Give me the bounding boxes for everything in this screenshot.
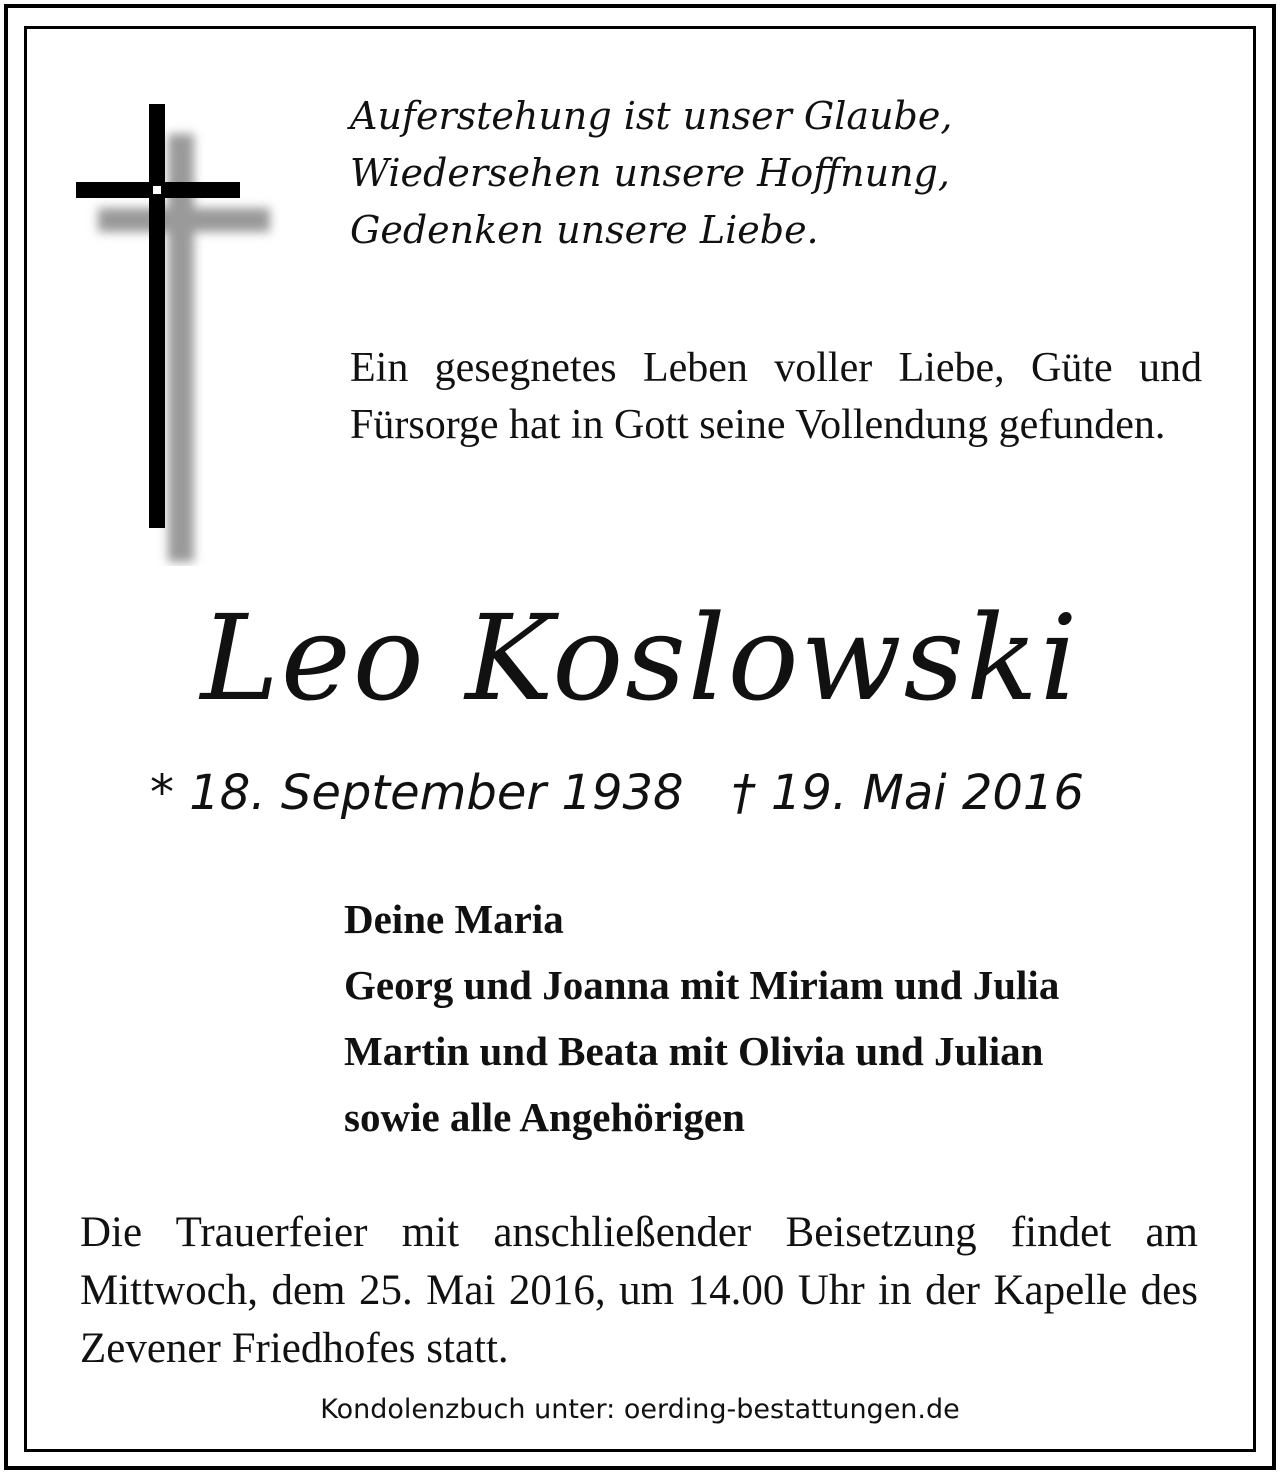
family-line: Georg und Joanna mit Miriam und Julia bbox=[344, 962, 1060, 1008]
condolence-note: Kondolenzbuch unter: oerding-bestattungen.de bbox=[320, 1394, 960, 1425]
motto-line: Auferstehung ist unser Glaube, bbox=[350, 94, 953, 138]
deceased-name: Leo Koslowski bbox=[200, 589, 1080, 727]
intro-text: Ein gesegnetes Leben voller Liebe, Güte und Fürsorge hat in Gott seine Vollendung gefunden. bbox=[350, 345, 1202, 448]
family-line: Deine Maria bbox=[344, 896, 564, 942]
service-info: Die Trauerfeier mit anschließender Beisetzung findet am Mittwoch, dem 25. Mai 2016, um 14.00 Uhr in der Kapelle des Zevener Friedhofes statt. bbox=[80, 1209, 1198, 1372]
death-date: † 19. Mai 2016 bbox=[731, 765, 1085, 821]
birth-date: * 18. September 1938 bbox=[150, 765, 684, 821]
motto-line: Gedenken unsere Liebe. bbox=[350, 208, 819, 252]
family-line: sowie alle Angehörigen bbox=[344, 1094, 745, 1140]
motto bbox=[350, 88, 1200, 259]
family-list bbox=[344, 886, 1224, 1150]
cross-icon bbox=[70, 96, 280, 566]
family-line: Martin und Beata mit Olivia und Julian bbox=[344, 1028, 1044, 1074]
life-dates bbox=[150, 758, 1150, 828]
motto-line: Wiedersehen unsere Hoffnung, bbox=[350, 151, 950, 195]
